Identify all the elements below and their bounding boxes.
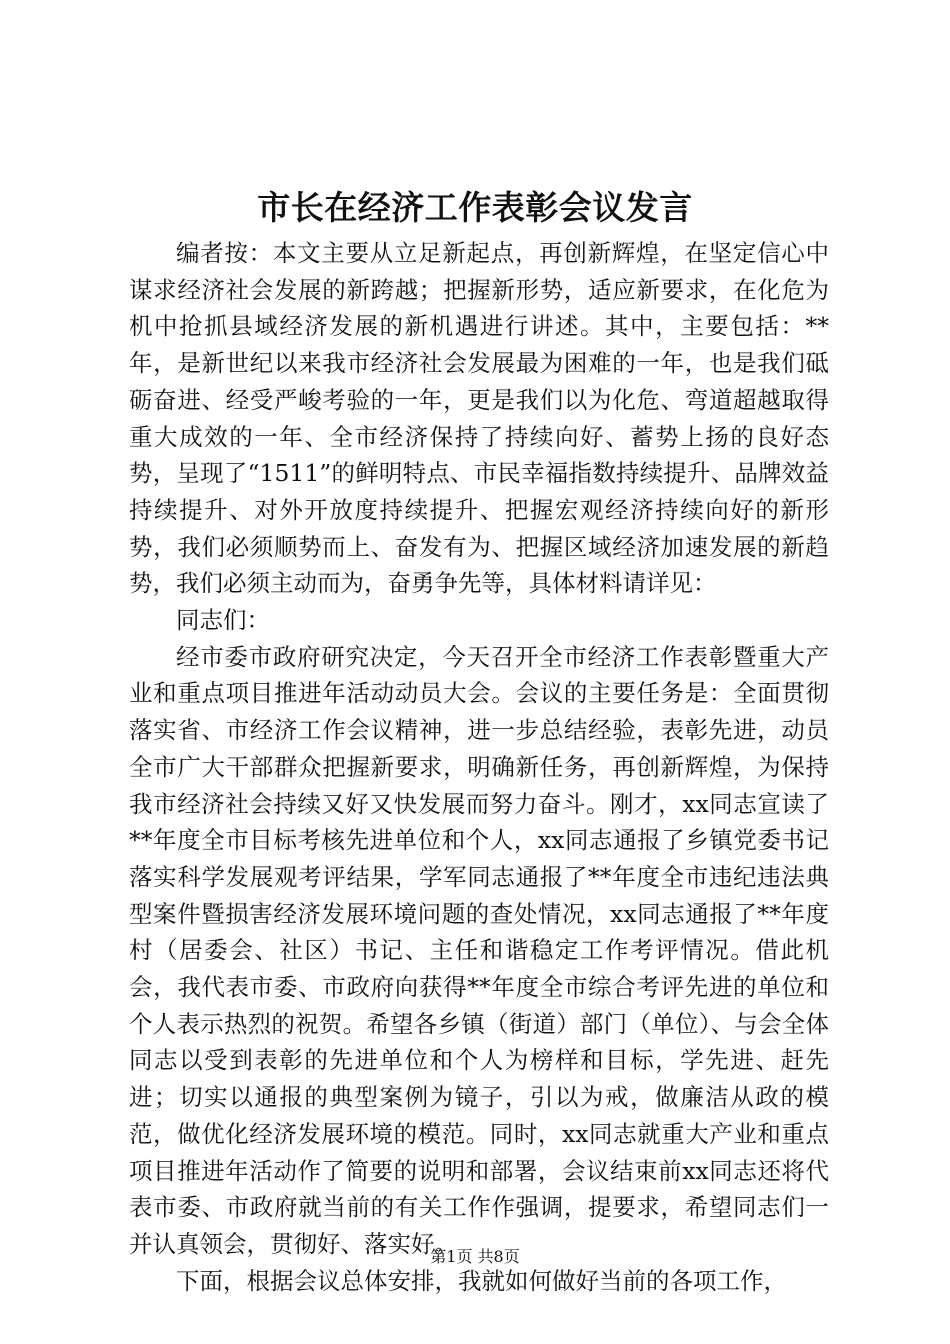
page-number-footer: 第1页 共8页 [430,1247,520,1266]
salutation-paragraph: 同志们： [176,606,270,635]
body-paragraph: 下面，根据会议总体安排，我就如何做好当前的各项工作， [176,1266,787,1295]
editor-note-paragraph: 编者按：本文主要从立足新起点，再创新辉煌，在坚定信心中谋求经济社会发展的新跨越；把握新形势，适应新要求，在化危为机中抢抓县域经济发展的新机遇进行讲述。其中，主要包括：**年，是新世纪以来我市经济社会发展最为困难的一年，也是我们砥砺奋进、经受严峻考验的一年，更是我们以为化危、弯道超越取得重大成效的一年、全市经济保持了持续向好、蓄势上扬的良好态势，呈现了“1511”的鲜明特点、市民幸福指数持续提升、品牌效益持续提升、对外开放度持续提升、把握宏观经济持续向好的新形势，我们必须顺势而上、奋发有为、把握区域经济加速发展的新趋势，我们必须主动而为，奋勇争先等，具体材料请详见： [129,239,829,598]
body-paragraph: 经市委市政府研究决定，今天召开全市经济工作表彰暨重大产业和重点项目推进年活动动员大会。会议的主要任务是：全面贯彻落实省、市经济工作会议精神，进一步总结经验，表彰先进，动员全市广大干部群众把握新要求，明确新任务，再创新辉煌，为保持我市经济社会持续又好又快发展而努力奋斗。刚才，xx同志宣读了**年度全市目标考核先进单位和个人，xx同志通报了乡镇党委书记落实科学发展观考评结果，学军同志通报了**年度全市违纪违法典型案件暨损害经济发展环境问题的查处情况，xx同志通报了**年度村（居委会、社区）书记、主任和谐稳定工作考评情况。借此机会，我代表市委、市政府向获得**年度全市综合考评先进的单位和个人表示热烈的祝贺。希望各乡镇（街道）部门（单位）、与会全体同志以受到表彰的先进单位和个人为榜样和目标，学先进、赶先进；切实以通报的典型案例为镜子，引以为戒，做廉洁从政的模范，做优化经济发展环境的模范。同时，xx同志就重大产业和重点项目推进年活动作了简要的说明和部署，会议结束前xx同志还将代表市委、市政府就当前的有关工作作强调，提要求，希望同志们一并认真领会，贯彻好、落实好。 [129,642,829,1258]
document-title: 市长在经济工作表彰会议发言 [257,188,693,227]
document-body [129,235,829,1299]
